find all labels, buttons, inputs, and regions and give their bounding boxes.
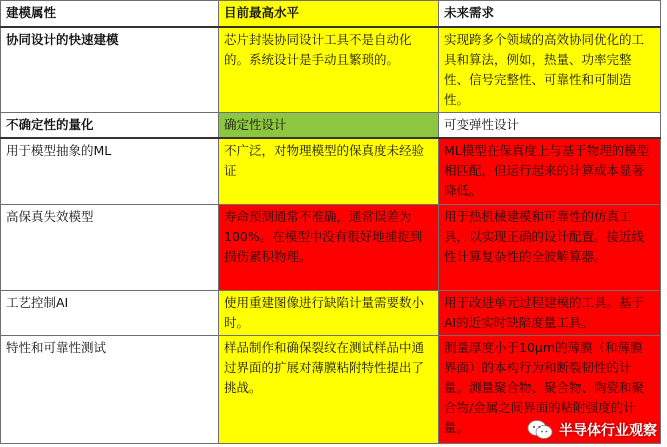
attribute-cell: 协同设计的快速建模 [1, 27, 219, 113]
attribute-cell: 高保真失效模型 [1, 204, 219, 290]
header-row [1, 1, 661, 27]
future-cell: ML模型在保真度上与基于物理的模型相匹配，但运行起来的计算成本显著降低。 [439, 138, 661, 204]
current-cell: 样品制作和确保裂纹在测试样品中通过界面的扩展对薄膜粘附特性提出了挑战。 [219, 335, 439, 443]
table-row [1, 27, 661, 113]
table-row [1, 138, 661, 204]
attribute-cell: 特性和可靠性测试 [1, 335, 219, 443]
attribute-cell: 工艺控制AI [1, 290, 219, 335]
future-cell: 实现跨多个领域的高效协同优化的工具和算法，例如，热量、功率完整性、信号完整性、可靠性和可制造性。 [439, 27, 661, 113]
watermark-text: 半导体行业观察 [559, 423, 657, 439]
future-cell: 用于热机械建模和可靠性的仿真工具，以实现正确的设计配置。接近线性计算复杂性的全波解算器。 [439, 204, 661, 290]
header-attribute: 建模属性 [1, 1, 219, 27]
future-cell: 测量厚度小于10μm的薄膜（和薄膜界面）的本构行为和断裂韧性的计量。测量聚合物、聚合物、陶瓷和聚合物/金属之间界面的粘附强度的计量。 [439, 335, 661, 443]
header-future: 未来需求 [439, 1, 661, 27]
current-cell: 芯片封装协同设计工具不是自动化的。系统设计是手动且繁琐的。 [219, 27, 439, 113]
current-cell: 不广泛，对物理模型的保真度未经验证 [219, 138, 439, 204]
header-current: 目前最高水平 [219, 1, 439, 27]
attribute-cell: 不确定性的量化 [1, 113, 219, 139]
current-cell: 确定性设计 [219, 113, 439, 139]
current-cell: 使用重建图像进行缺陷计量需要数小时。 [219, 290, 439, 335]
attribute-cell: 用于模型抽象的ML [1, 138, 219, 204]
table-row [1, 204, 661, 290]
table-row [1, 290, 661, 335]
wechat-icon [527, 419, 553, 441]
future-cell: 可变弹性设计 [439, 113, 661, 139]
watermark [527, 419, 657, 441]
future-cell: 用于改进单元过程建模的工具。基于AI的近实时缺陷度量工具。 [439, 290, 661, 335]
current-cell: 寿命预测通常不准确，通常误差为100%。在模型中没有很好地捕捉到损伤累积物理。 [219, 204, 439, 290]
table-row [1, 113, 661, 139]
